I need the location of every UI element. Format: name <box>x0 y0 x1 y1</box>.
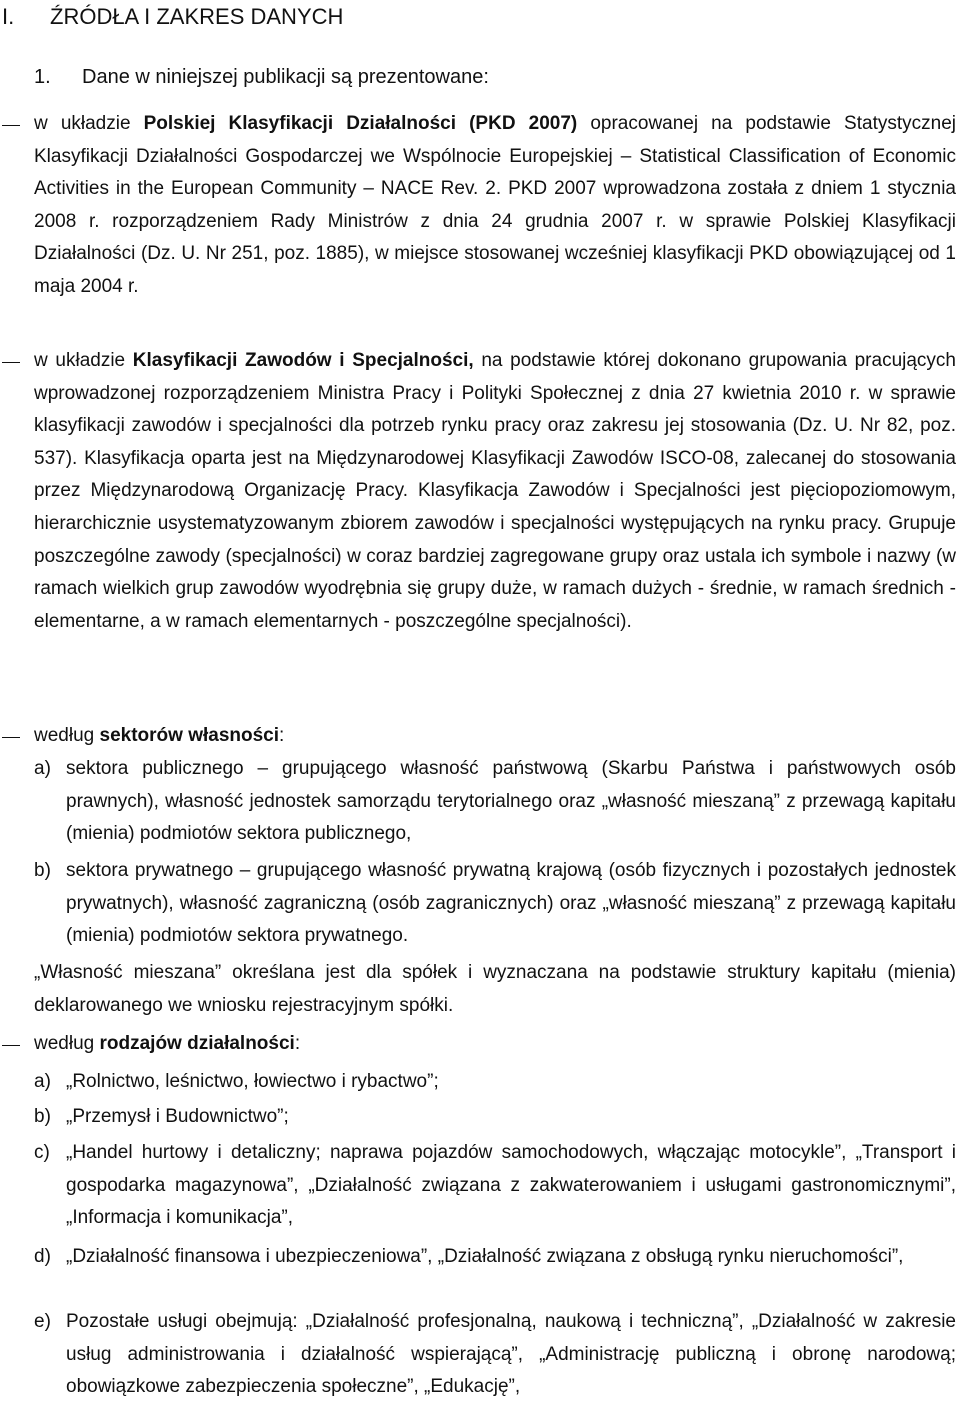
activity-item-c <box>34 1137 956 1235</box>
item-label: b) <box>34 1106 51 1127</box>
sectors-note: „Własność mieszana” określana jest dla spółek i wyznaczana na podstawie struktury kapitału (mienia) deklarowanego we wniosku rejestracyjnym spółki. <box>34 962 956 1016</box>
item-label: c) <box>34 1142 50 1163</box>
item-text: „Działalność finansowa i ubezpieczeniowa”, „Działalność związana z obsługą rynku nieruchomości”, <box>66 1246 904 1267</box>
item-label: b) <box>34 860 51 881</box>
activity-item-b <box>34 1101 956 1134</box>
item-text: sektora prywatnego – grupującego własność prywatną krajową (osób fizycznych i pozostałych jednostek prywatnych), własność zagraniczną (osób zagranicznych) oraz „własność mieszaną” z przewagą kapitału (mienia) podmiotów sektora prywatnego. <box>66 860 956 947</box>
intro-text: Dane w niniejszej publikacji są prezentowane: <box>82 66 489 88</box>
bullet-dash <box>2 362 20 363</box>
activity-item-a <box>34 1066 956 1099</box>
sectors-heading <box>34 720 956 753</box>
sectors-prefix: według <box>34 725 100 746</box>
kzis-text: na podstawie której dokonano grupowania pracujących wprowadzonej rozporządzeniem Ministra Pracy i Polityki Społecznej z dnia 27 kwietnia 2010 r. w sprawie klasyfikacji zawodów i specjalności dla potrzeb rynku pracy oraz zakresu jej stosowania (Dz. U. Nr 82, poz. 537). Klasyfikacja oparta jest na Międzynarodowej Klasyfikacji Zawodów ISCO-08, zalecanej do stosowania przez Międzynarodową Organizację Pracy. Klasyfikacja Zawodów i Specjalności jest pięciopoziomowym, hierarchicznie usystematyzowanym zbiorem zawodów i specjalności występujących na rynku pracy. Grupuje poszczególne zawody (specjalności) w coraz bardziej zagregowane grupy oraz ustala ich symbole i nazwy (w ramach wielkich grup zawodów wyodrębnia się grupy duże, w ramach dużych - średnie, w ramach średnich - elementarne, a w ramach elementarnych - poszczególne specjalności). <box>34 350 956 632</box>
sector-item-a <box>34 753 956 851</box>
bullet-dash <box>2 125 20 126</box>
sector-item-b <box>34 855 956 953</box>
item-label: d) <box>34 1246 51 1267</box>
pkd-paragraph <box>34 108 956 304</box>
activities-prefix: według <box>34 1033 100 1054</box>
pkd-text: opracowanej na podstawie Statystycznej Klasyfikacji Działalności Gospodarczej we Wspólnocie Europejskiej – Statistical Classification of Economic Activities in the European Community – NACE Rev. 2. PKD 2007 wprowadzona została z dniem 1 stycznia 2008 r. rozporządzeniem Rady Ministrów z dnia 24 grudnia 2007 r. w sprawie Polskiej Klasyfikacji Działalności (Dz. U. Nr 251, poz. 1885), w miejsce stosowanej wcześniej klasyfikacji PKD obowiązującej od 1 maja 2004 r. <box>34 113 956 297</box>
item-text: sektora publicznego – grupującego własność państwową (Skarbu Państwa i państwowych osób prawnych), własność jednostek samorządu terytorialnego oraz „własność mieszaną” z przewagą kapitału (mienia) podmiotów sektora publicznego, <box>66 758 956 845</box>
activities-heading <box>34 1028 956 1061</box>
activities-bold: rodzajów działalności <box>99 1033 295 1054</box>
bullet-dash <box>2 1045 20 1046</box>
activity-item-d <box>34 1241 956 1274</box>
item-label: e) <box>34 1311 51 1332</box>
section-heading <box>2 2 343 32</box>
intro-line <box>34 62 489 92</box>
pkd-bold: Polskiej Klasyfikacji Działalności (PKD 2007) <box>143 113 578 134</box>
section-title: ŹRÓDŁA I ZAKRES DANYCH <box>50 4 344 29</box>
item-label: a) <box>34 758 51 779</box>
item-text: „Przemysł i Budownictwo”; <box>66 1106 289 1127</box>
kzis-bold: Klasyfikacji Zawodów i Specjalności, <box>132 350 474 371</box>
item-label: a) <box>34 1071 51 1092</box>
sectors-bold: sektorów własności <box>99 725 280 746</box>
item-text: „Rolnictwo, leśnictwo, łowiectwo i rybactwo”; <box>66 1071 439 1092</box>
item-text: Pozostałe usługi obejmują: „Działalność profesjonalną, naukową i techniczną”, „Działalność w zakresie usług administrowania i działalność wspierającą”, „Administrację publiczną i obronę narodową; obowiązkowe zabezpieczenia społeczne”, „Edukację”, <box>66 1311 956 1398</box>
intro-number: 1. <box>34 66 51 88</box>
activity-item-e <box>34 1306 956 1404</box>
bullet-dash <box>2 737 20 738</box>
activities-suffix: : <box>294 1033 301 1054</box>
sectors-suffix: : <box>279 725 285 746</box>
section-number: I. <box>2 4 15 29</box>
kzis-paragraph <box>34 345 956 638</box>
item-text: „Handel hurtowy i detaliczny; naprawa pojazdów samochodowych, włączając motocykle”, „Transport i gospodarka magazynowa”, „Działalność związana z zakwaterowaniem i usługami gastronomicznymi”, „Informacja i komunikacja”, <box>66 1142 956 1229</box>
pkd-prefix: w układzie <box>34 113 144 134</box>
kzis-prefix: w układzie <box>34 350 133 371</box>
